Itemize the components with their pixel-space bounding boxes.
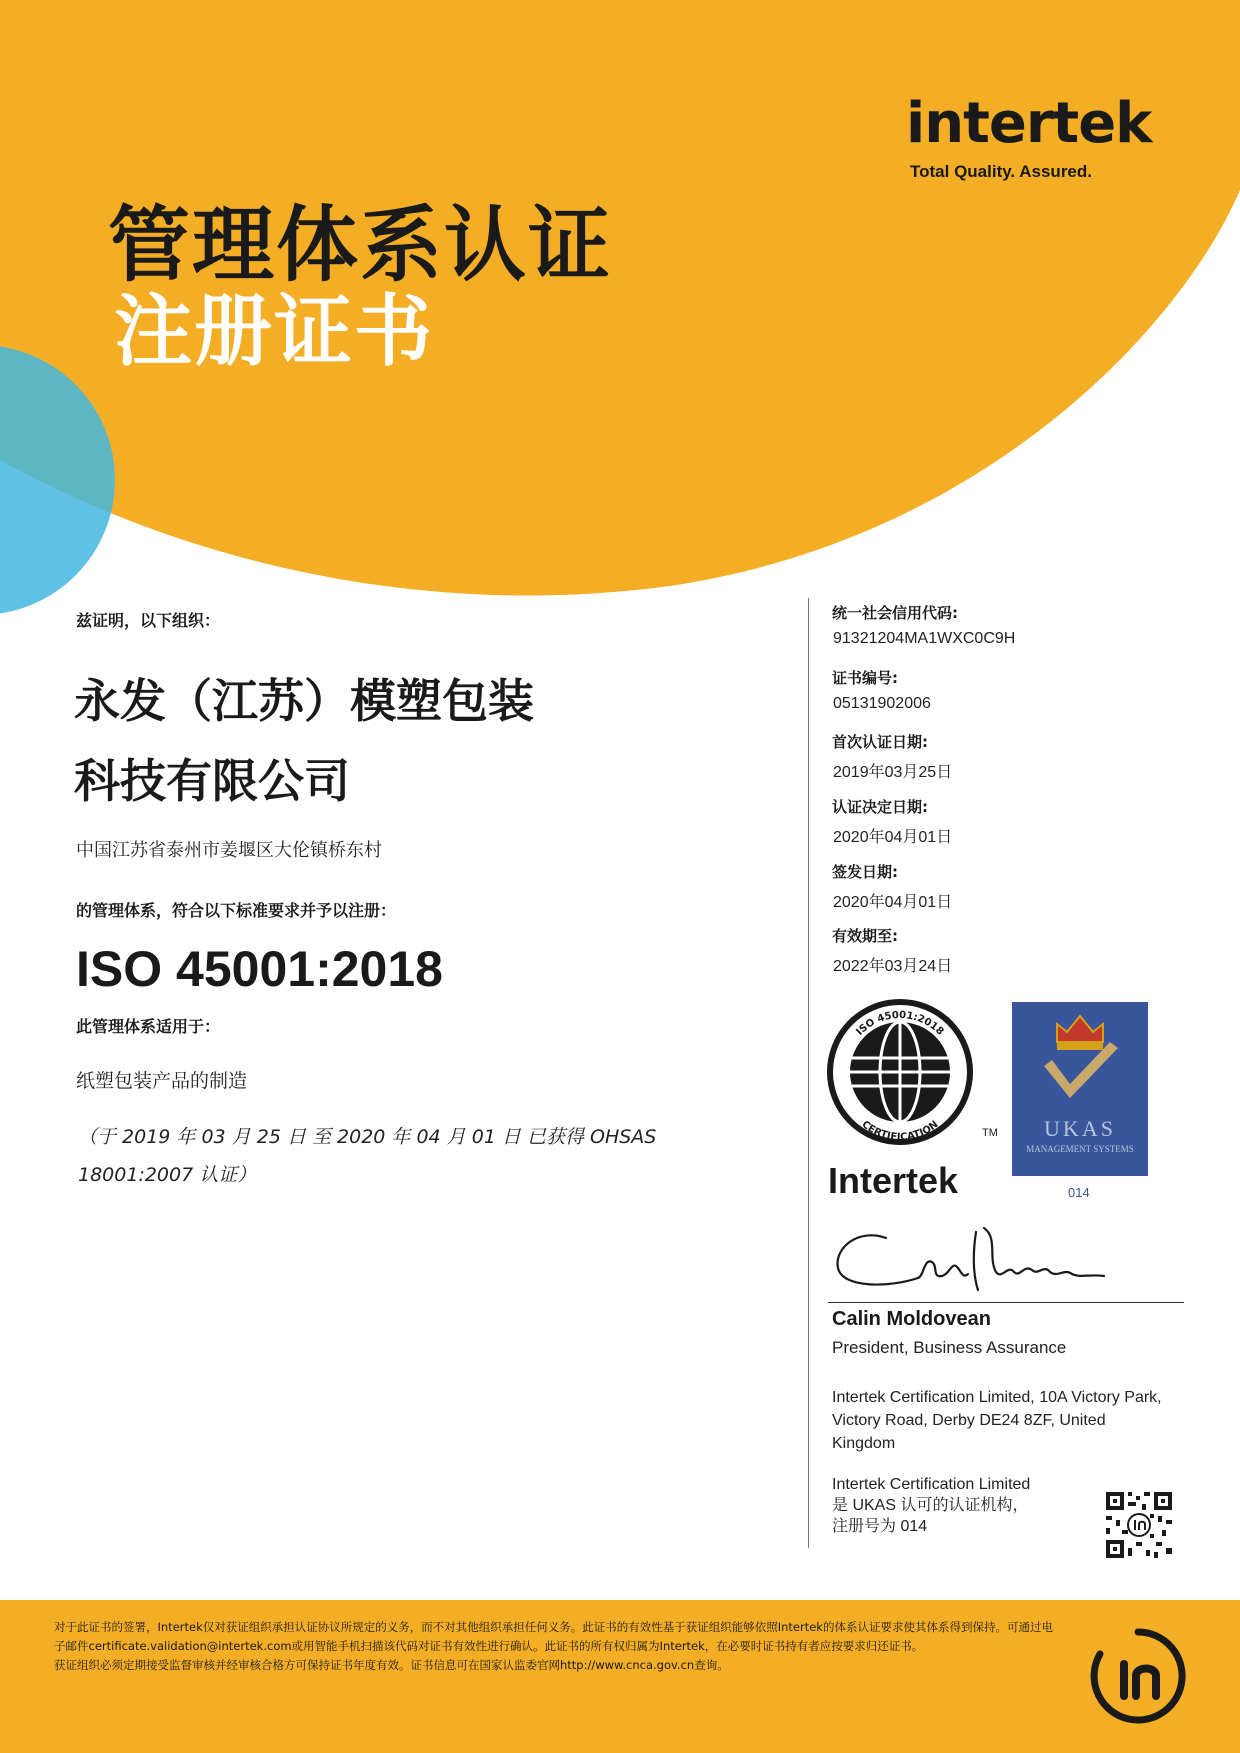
scope-label: 此管理体系适用于： [76,1017,221,1036]
footer-paragraph-1: 对于此证书的签署，Intertek仅对获证组织承担认证协议所规定的义务，而不对其他组织承担任何义务。此证书的有效性基于获证组织能够依照Intertek的体系认证要求使其体系得到保持。可通过电子邮件certificate.validation@intertek.com或用智能手机扫描该代码对证书有效性进行确认。此证书的所有权归属为Intertek，在必要时证书持有者应按要求归还证书。 [54,1620,1053,1653]
ukas-subtitle: MANAGEMENT SYSTEMS [1026,1144,1134,1154]
iso-certification-seal [826,998,974,1146]
scope-text: 纸塑包装产品的制造 [76,1070,248,1092]
certificate-title: 管理体系认证 [108,198,613,293]
intertek-wordmark: Intertek [828,1160,959,1201]
decision-date-value: 2020年04月01日 [833,829,953,846]
footer-disclaimer [54,1618,1054,1675]
organization-address: 中国江苏省泰州市姜堰区大伦镇桥东村 [76,840,382,861]
issue-date-value: 2020年04月01日 [833,894,953,911]
accreditation-line2: 是 UKAS 认可的认证机构， [832,1497,1029,1514]
footer-paragraph-2: 获证组织必须定期接受监督审核并经审核合格方可保持证书年度有效。证书信息可在国家认监委官网http://www.cnca.gov.cn查询。 [54,1658,729,1672]
organization-name-line2: 科技有限公司 [74,754,350,808]
organization-name-line1: 永发（江苏）模塑包装 [74,674,534,728]
intertek-tagline: Total Quality. Assured. [910,162,1092,181]
trademark-mark: TM [982,1127,998,1139]
seal-top-text: ISO 45001:2018 [854,1009,946,1038]
accreditation-line1: Intertek Certification Limited [832,1476,1031,1493]
initial-date-value: 2019年03月25日 [833,764,953,781]
column-divider [808,598,809,1548]
certificate-number-label: 证书编号: [832,669,898,687]
signer-name: Calin Moldovean [832,1308,991,1330]
ukas-title: UKAS [1044,1116,1116,1141]
signature-line [828,1302,1184,1303]
prior-certification-note: （于 2019 年 03 月 25 日 至 2020 年 04 月 01 日 已获得 OHSAS 18001:2007 认证） [78,1126,657,1186]
decision-date-label: 认证决定日期: [832,798,928,816]
ukas-number: 014 [1068,1185,1090,1200]
crown-check-icon [1012,1002,1148,1112]
certificate-number-value: 05131902006 [833,695,931,712]
signer-role: President, Business Assurance [832,1338,1067,1357]
certificate-subtitle: 注册证书 [114,287,435,377]
expiry-date-value: 2022年03月24日 [833,958,953,975]
issue-date-label: 签发日期: [832,863,898,881]
accreditation-statement [832,1474,1092,1537]
initial-date-label: 首次认证日期: [832,733,928,751]
standard-number: ISO 45001:2018 [76,941,443,997]
intro-label: 兹证明，以下组织： [76,611,221,630]
credit-code-label: 统一社会信用代码: [832,604,958,622]
compliance-label: 的管理体系，符合以下标准要求并予以注册： [76,901,397,920]
office-address: Intertek Certification Limited, 10A Victory Park, Victory Road, Derby DE24 8ZF, United Kingdom [832,1389,1162,1452]
intertek-logo: intertek [906,91,1152,156]
qr-code[interactable] [1104,1490,1174,1560]
seal-bottom-text: CERTIFICATION [859,1119,941,1144]
accreditation-line3: 注册号为 014 [832,1518,928,1535]
intertek-in-icon [1088,1626,1188,1726]
handwritten-signature [828,1218,1108,1302]
expiry-date-label: 有效期至: [832,927,898,945]
credit-code-value: 91321204MA1WXC0C9H [833,630,1016,647]
